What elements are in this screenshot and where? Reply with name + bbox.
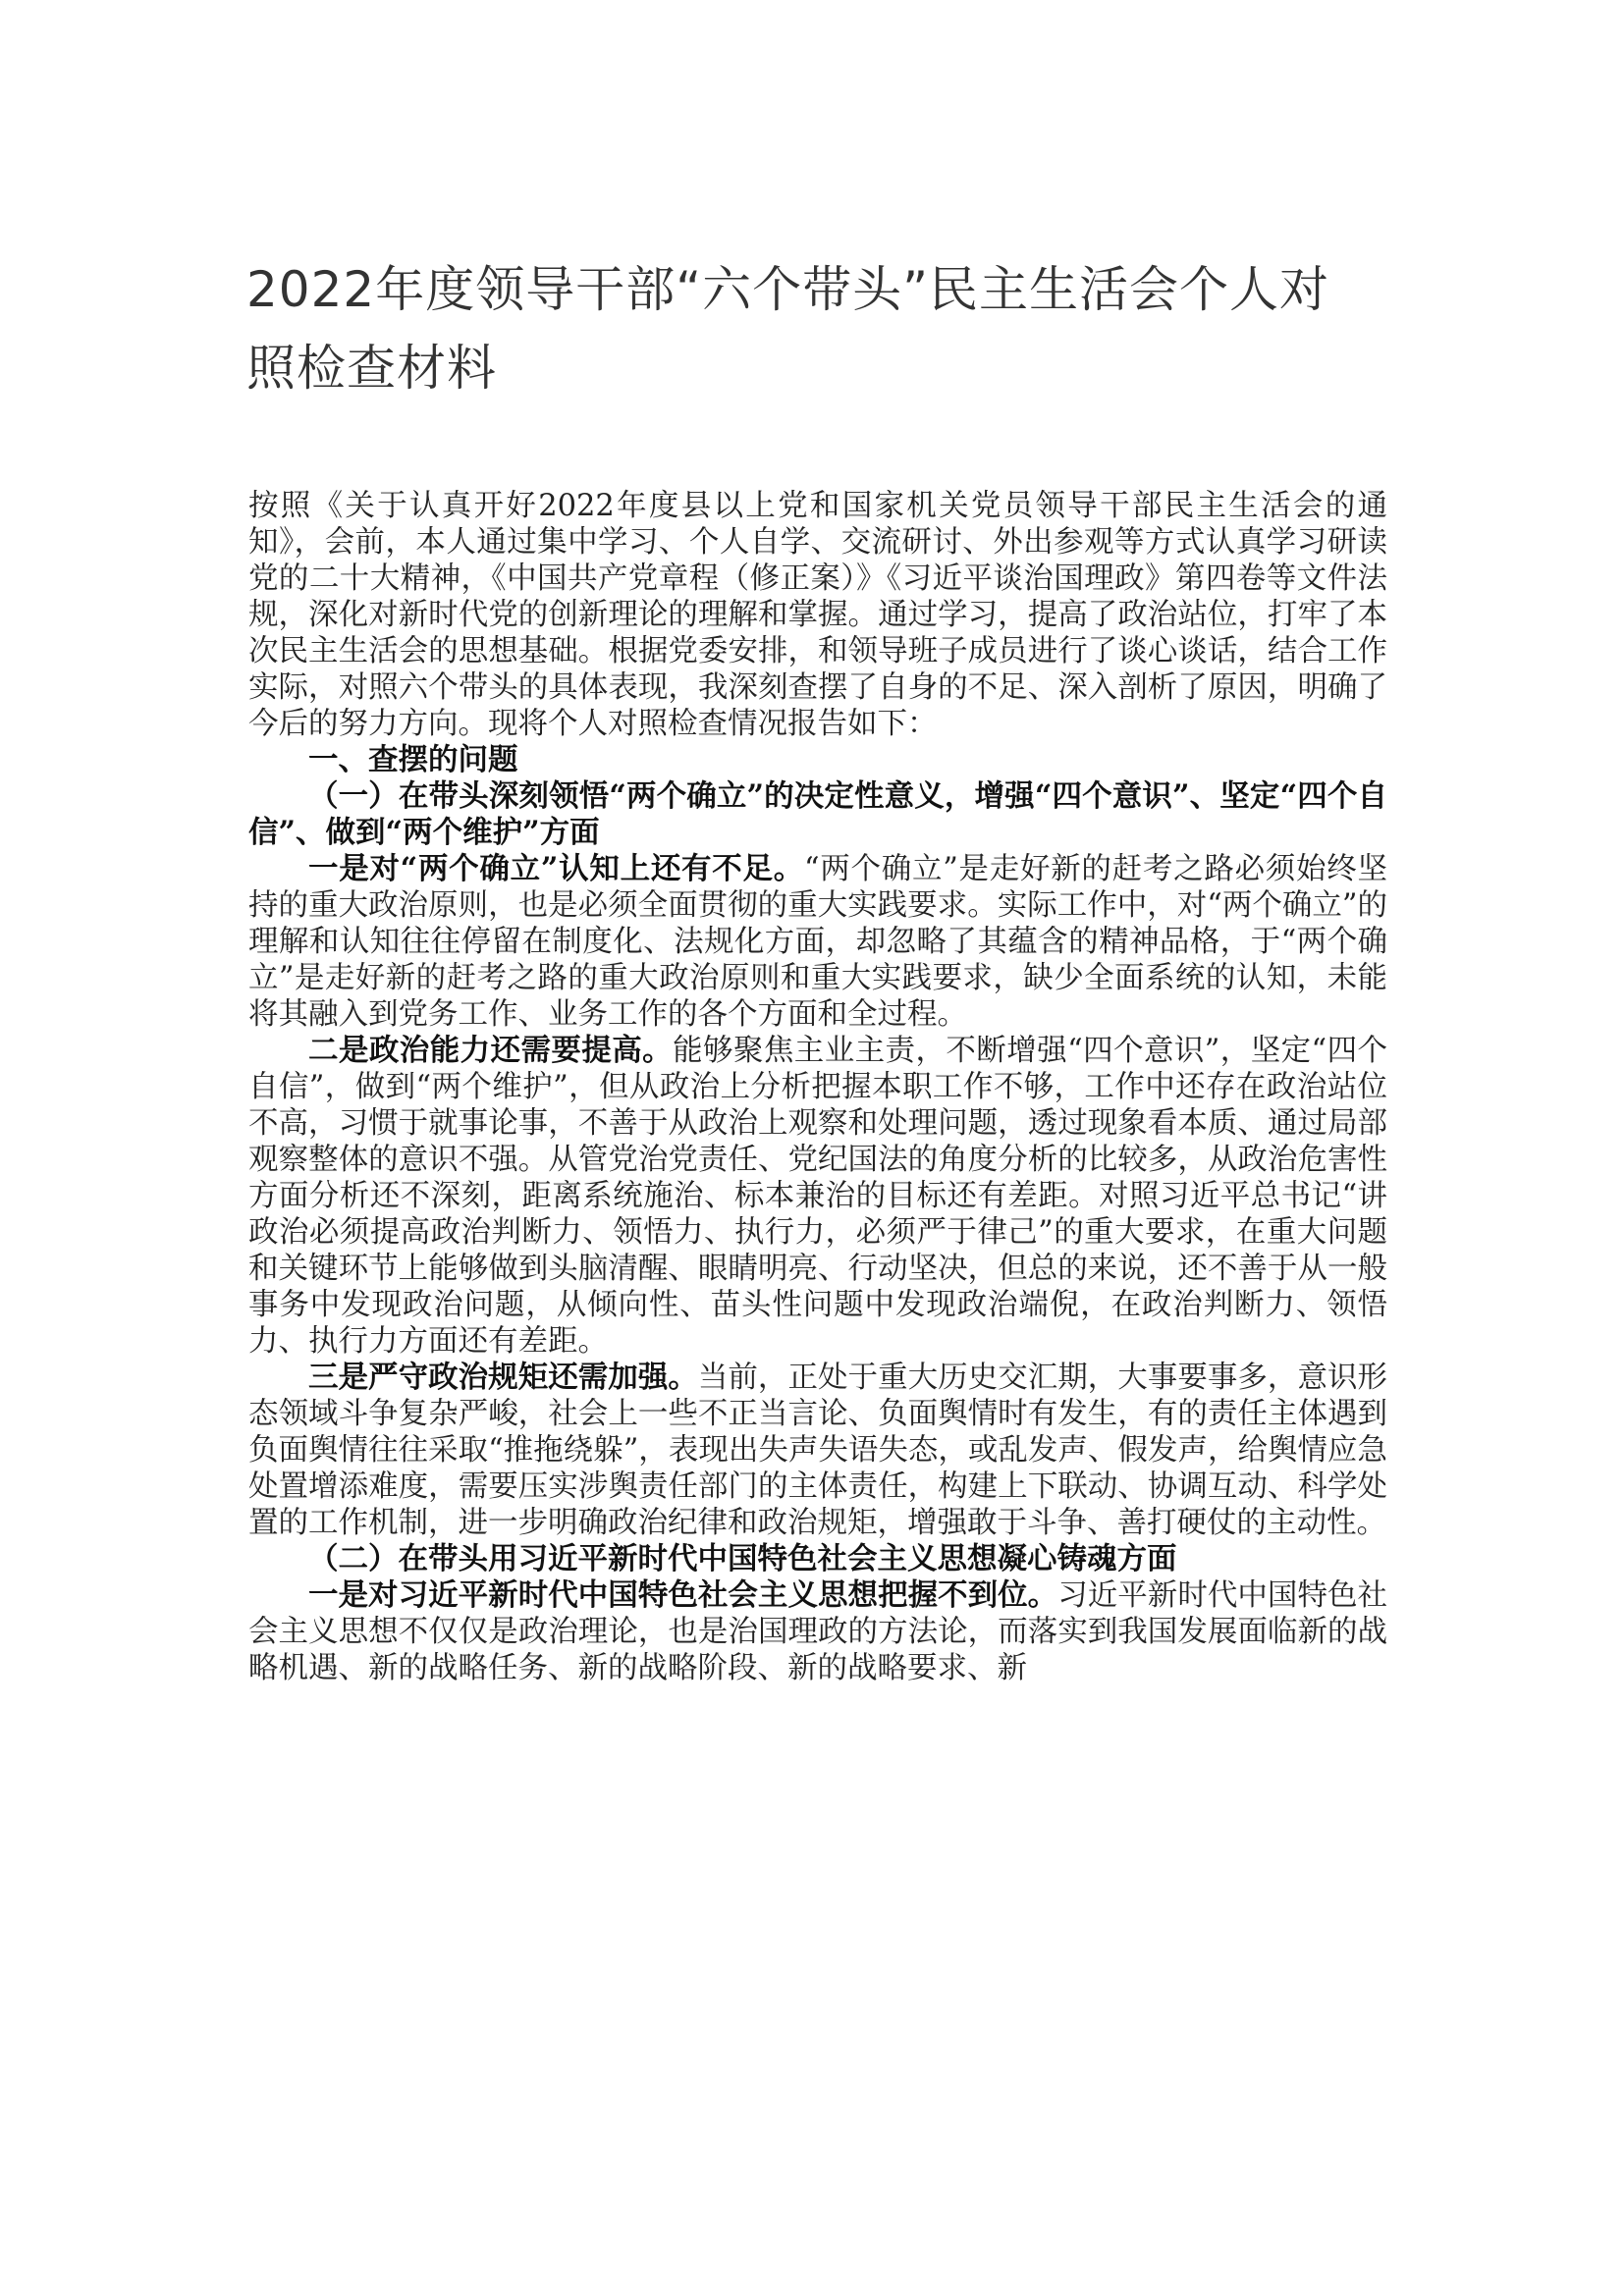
paragraph-3 bbox=[248, 1360, 1387, 1541]
section-heading: 一、查摆的问题 bbox=[308, 742, 518, 777]
paragraph-text: 当前，正处于重大历史交汇期，大事要事多，意识形态领域斗争复杂严峻，社会上一些不正当言论、负面舆情时有发生，有的责任主体遇到负面舆情往往采取“推拖绕躲”，表现出失声失语失态，或乱发声、假发声，给舆情应急处置增添难度，需要压实涉舆责任部门的主体责任，构建上下联动、协调互动、科学处置的工作机制，进一步明确政治纪律和政治规矩，增强敢于斗争、善打硬仗的主动性。 bbox=[248, 1361, 1388, 1540]
intro-paragraph: 按照《关于认真开好2022年度县以上党和国家机关党员领导干部民主生活会的通知》，会前，本人通过集中学习、个人自学、交流研讨、外出参观等方式认真学习研读党的二十大精神，《中国共产党章程（修正案）》《习近平谈治国理政》第四卷等文件法规，深化对新时代党的创新理论的理解和掌握。通过学习，提高了政治站位，打牢了本次民主生活会的思想基础。根据党委安排，和领导班子成员进行了谈心谈话，结合工作实际，对照六个带头的具体表现，我深刻查摆了自身的不足、深入剖析了原因，明确了今后的努力方向。现将个人对照检查情况报告如下： bbox=[248, 489, 1387, 741]
paragraph-lead: 一是对“两个确立”认知上还有不足。 bbox=[308, 851, 804, 886]
paragraph-lead: 二是政治能力还需要提高。 bbox=[308, 1033, 674, 1068]
paragraph-text: 习近平新时代中国特色社会主义思想不仅仅是政治理论，也是治国理政的方法论，而落实到我国发展面临新的战略机遇、新的战略任务、新的战略阶段、新的战略要求、新 bbox=[248, 1578, 1388, 1685]
paragraph-text: 能够聚焦主业主责，不断增强“四个意识”，坚定“四个自信”，做到“两个维护”，但从政治上分析把握本职工作不够，工作中还存在政治站位不高，习惯于就事论事，不善于从政治上观察和处理问题，透过现象看本质、通过局部观察整体的意识不强。从管党治党责任、党纪国法的角度分析的比较多，从政治危害性方面分析还不深刻，距离系统施治、标本兼治的目标还有差距。对照习近平总书记“讲政治必须提高政治判断力、领悟力、执行力，必须严于律己”的重大要求，在重大问题和关键环节上能够做到头脑清醒、眼睛明亮、行动坚决，但总的来说，还不善于从一般事务中发现政治问题，从倾向性、苗头性问题中发现政治端倪，在政治判断力、领悟力、执行力方面还有差距。 bbox=[248, 1034, 1388, 1359]
paragraph-1 bbox=[248, 851, 1387, 1033]
paragraph-2 bbox=[248, 1033, 1387, 1360]
document-title: 2022年度领导干部“六个带头”民主生活会个人对照检查材料 bbox=[246, 261, 1330, 397]
subsection-heading: （二）在带头用习近平新时代中国特色社会主义思想凝心铸魂方面 bbox=[308, 1541, 1177, 1576]
subsection-heading: （一）在带头深刻领悟“两个确立”的决定性意义，增强“四个意识”、坚定“四个自信”、做到“两个维护”方面 bbox=[248, 778, 1387, 850]
paragraph-lead: 一是对习近平新时代中国特色社会主义思想把握不到位。 bbox=[308, 1577, 1058, 1613]
document-body bbox=[248, 488, 1387, 1686]
paragraph-text: “两个确立”是走好新的赶考之路必须始终坚持的重大政治原则，也是必须全面贯彻的重大实践要求。实际工作中，对“两个确立”的理解和认知往往停留在制度化、法规化方面，却忽略了其蕴含的精神品格，于“两个确立”是走好新的赶考之路的重大政治原则和重大实践要求，缺少全面系统的认知，未能将其融入到党务工作、业务工作的各个方面和全过程。 bbox=[248, 852, 1387, 1032]
paragraph-lead: 三是严守政治规矩还需加强。 bbox=[308, 1360, 698, 1395]
paragraph-4 bbox=[248, 1577, 1387, 1686]
